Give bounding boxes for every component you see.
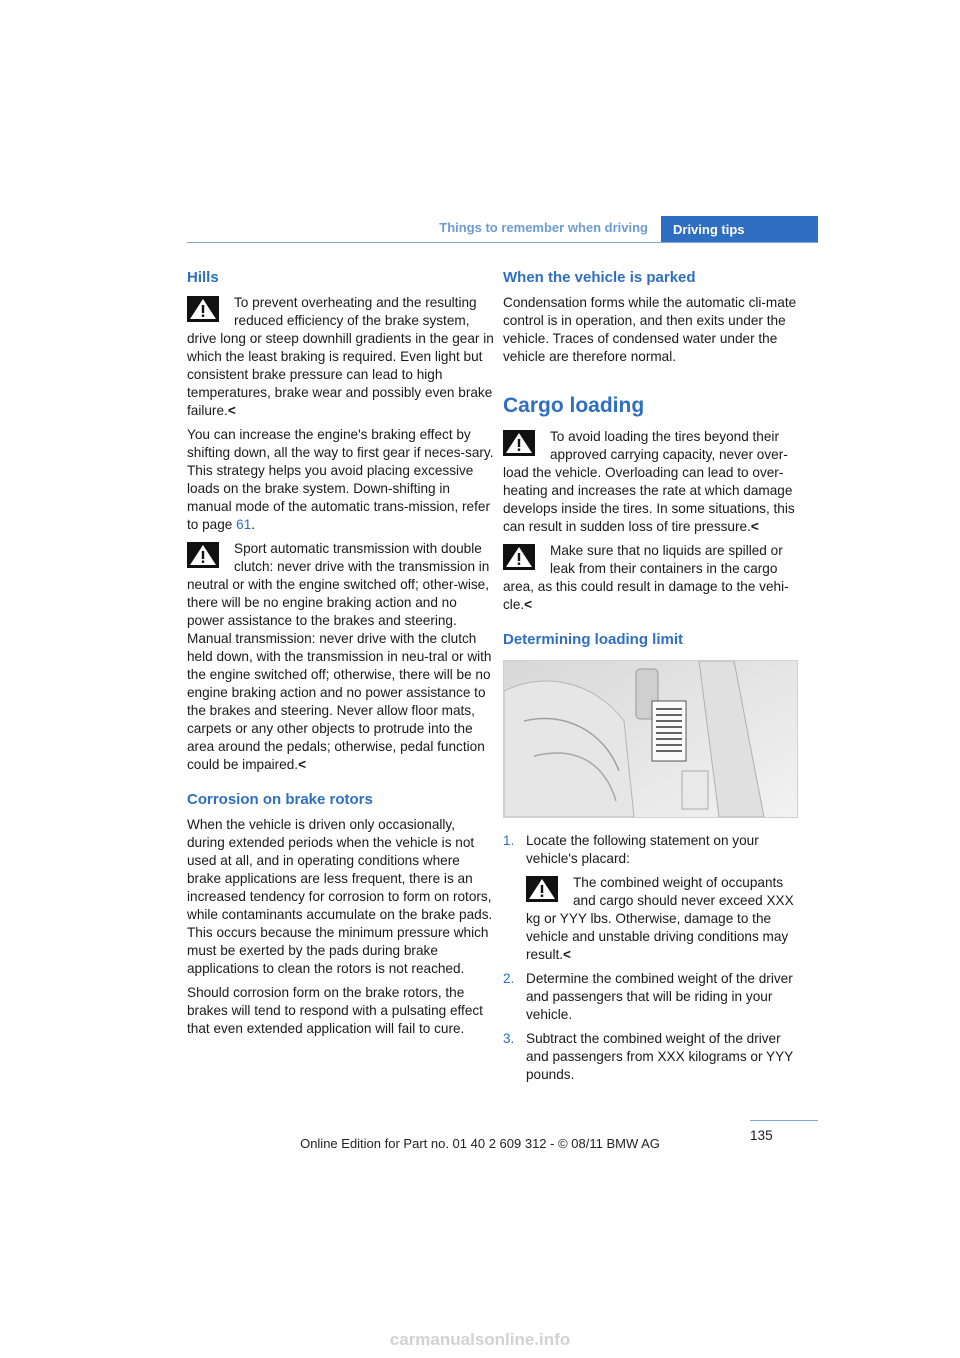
loading-limit-heading: Determining loading limit (503, 631, 684, 648)
end-mark: < (227, 403, 236, 418)
placard-warning-text: The combined weight of occupants and cargo should never exceed XXX kg or YYY lbs. Otherwise, damage to the vehicle and unstable driving conditions may result. (526, 875, 794, 962)
end-mark: < (524, 597, 533, 612)
list-item (503, 1030, 799, 1084)
cargo-warning-2-text: Make sure that no liquids are spilled or leak from their containers in the cargo area, as this could result in damage to the vehi-cle. (503, 543, 789, 612)
sport-warning-text: Sport automatic transmission with double clutch: never drive with the transmission in neutral or with the engine switched off; other-wise, there will be no engine braking action and no power assistance to the brakes and steering. Manual transmission: never drive with the clutch held down, with the transmission in neu-tral or with the engine switched off; otherwise, there will be no engine braking action and no power assistance to the brakes and steering. Never allow floor mats, carpets or any other objects to protrude into the area around the pedals; otherwise, pedal function could be impaired. (187, 541, 492, 772)
warning-icon (503, 544, 535, 570)
hills-warning-text: To prevent overheating and the resulting reduced efficiency of the brake system, drive long or steep downhill gradients in the gear in which the least braking is required. Even light but consistent brake pressure can lead to high temperatures, brake wear and possibly even brake failure. (187, 295, 494, 418)
end-mark: < (298, 757, 307, 772)
corrosion-paragraph: When the vehicle is driven only occasionally, during extended periods when the vehicle is not used at all, and in operating conditions where brake applications are less frequent, there is an increased tendency for corrosion to form on rotors, while contaminants accumulate on the brake pads. This occurs because the minimum pressure which must be exerted by the pads during brake applications to clean the rotors is not reached. (187, 817, 493, 976)
door-placard-photo (503, 660, 798, 818)
corrosion-heading: Corrosion on brake rotors (187, 791, 373, 808)
hills-heading: Hills (187, 269, 219, 286)
step-number: 1. (503, 833, 515, 848)
end-mark: < (563, 947, 571, 962)
step-text: Subtract the combined weight of the driver and passengers from XXX kilograms or YYY pounds. (526, 1031, 793, 1082)
chapter-tab: Driving tips (661, 216, 818, 243)
cargo-warning-2 (503, 542, 799, 614)
end-mark: < (750, 519, 759, 534)
engine-braking-text: You can increase the engine's braking effect by shifting down, all the way to first gear if neces-sary. This strategy helps you avoid placing excessive loads on the brake system. Down-shifting in manual mode of the automatic trans-mission, refer to page (187, 427, 494, 532)
loading-steps (503, 832, 799, 868)
step-text: Determine the combined weight of the driver and passengers that will be riding in your vehicle. (526, 971, 793, 1022)
header-rule (187, 242, 818, 243)
step-number: 2. (503, 971, 515, 986)
cargo-heading: Cargo loading (503, 394, 645, 417)
warning-icon (503, 430, 535, 456)
step-number: 3. (503, 1031, 515, 1046)
parked-paragraph: Condensation forms while the automatic cli-mate control is in operation, and then exits under the vehicle. Traces of condensed water under the vehicle are therefore normal. (503, 295, 797, 364)
warning-icon (187, 296, 219, 322)
warning-icon (187, 542, 219, 568)
section-title: Things to remember when driving (439, 220, 648, 235)
page-number: 135 (750, 1128, 773, 1143)
edition-footer: Online Edition for Part no. 01 40 2 609 312 - © 08/11 BMW AG (300, 1136, 660, 1151)
step-text: Locate the following statement on your vehicle's placard: (526, 833, 759, 866)
warning-icon (526, 876, 558, 902)
corrosion-paragraph-2: Should corrosion form on the brake rotors, the brakes will tend to respond with a pulsating effect that even extended application will fail to cure. (187, 985, 483, 1036)
cargo-warning-1-text: To avoid loading the tires beyond their approved carrying capacity, never over-load the vehicle. Overloading can lead to over-heating and increases the rate at which damage develops inside the tires. In some situations, this can result in sudden loss of tire pressure. (503, 429, 795, 534)
list-item (503, 970, 799, 1024)
hills-warning (187, 294, 494, 420)
cargo-warning-1 (503, 428, 799, 536)
engine-braking-paragraph: You can increase the engine's braking effect by shifting down, all the way to first gear if neces-sary. This strategy helps you avoid placing excessive loads on the brake system. Down-shifting in manual mode of the automatic trans-mission, refer to page 61. (187, 427, 494, 532)
placard-warning (526, 874, 799, 964)
footer-rule (750, 1120, 818, 1121)
page-ref-link[interactable]: 61 (236, 517, 252, 532)
parked-heading: When the vehicle is parked (503, 269, 696, 286)
right-column (503, 264, 799, 1090)
left-column (187, 264, 494, 1044)
sport-warning (187, 540, 494, 774)
watermark: carmanualsonline.info (389, 1330, 571, 1349)
list-item (503, 832, 799, 868)
loading-steps-cont (503, 970, 799, 1084)
